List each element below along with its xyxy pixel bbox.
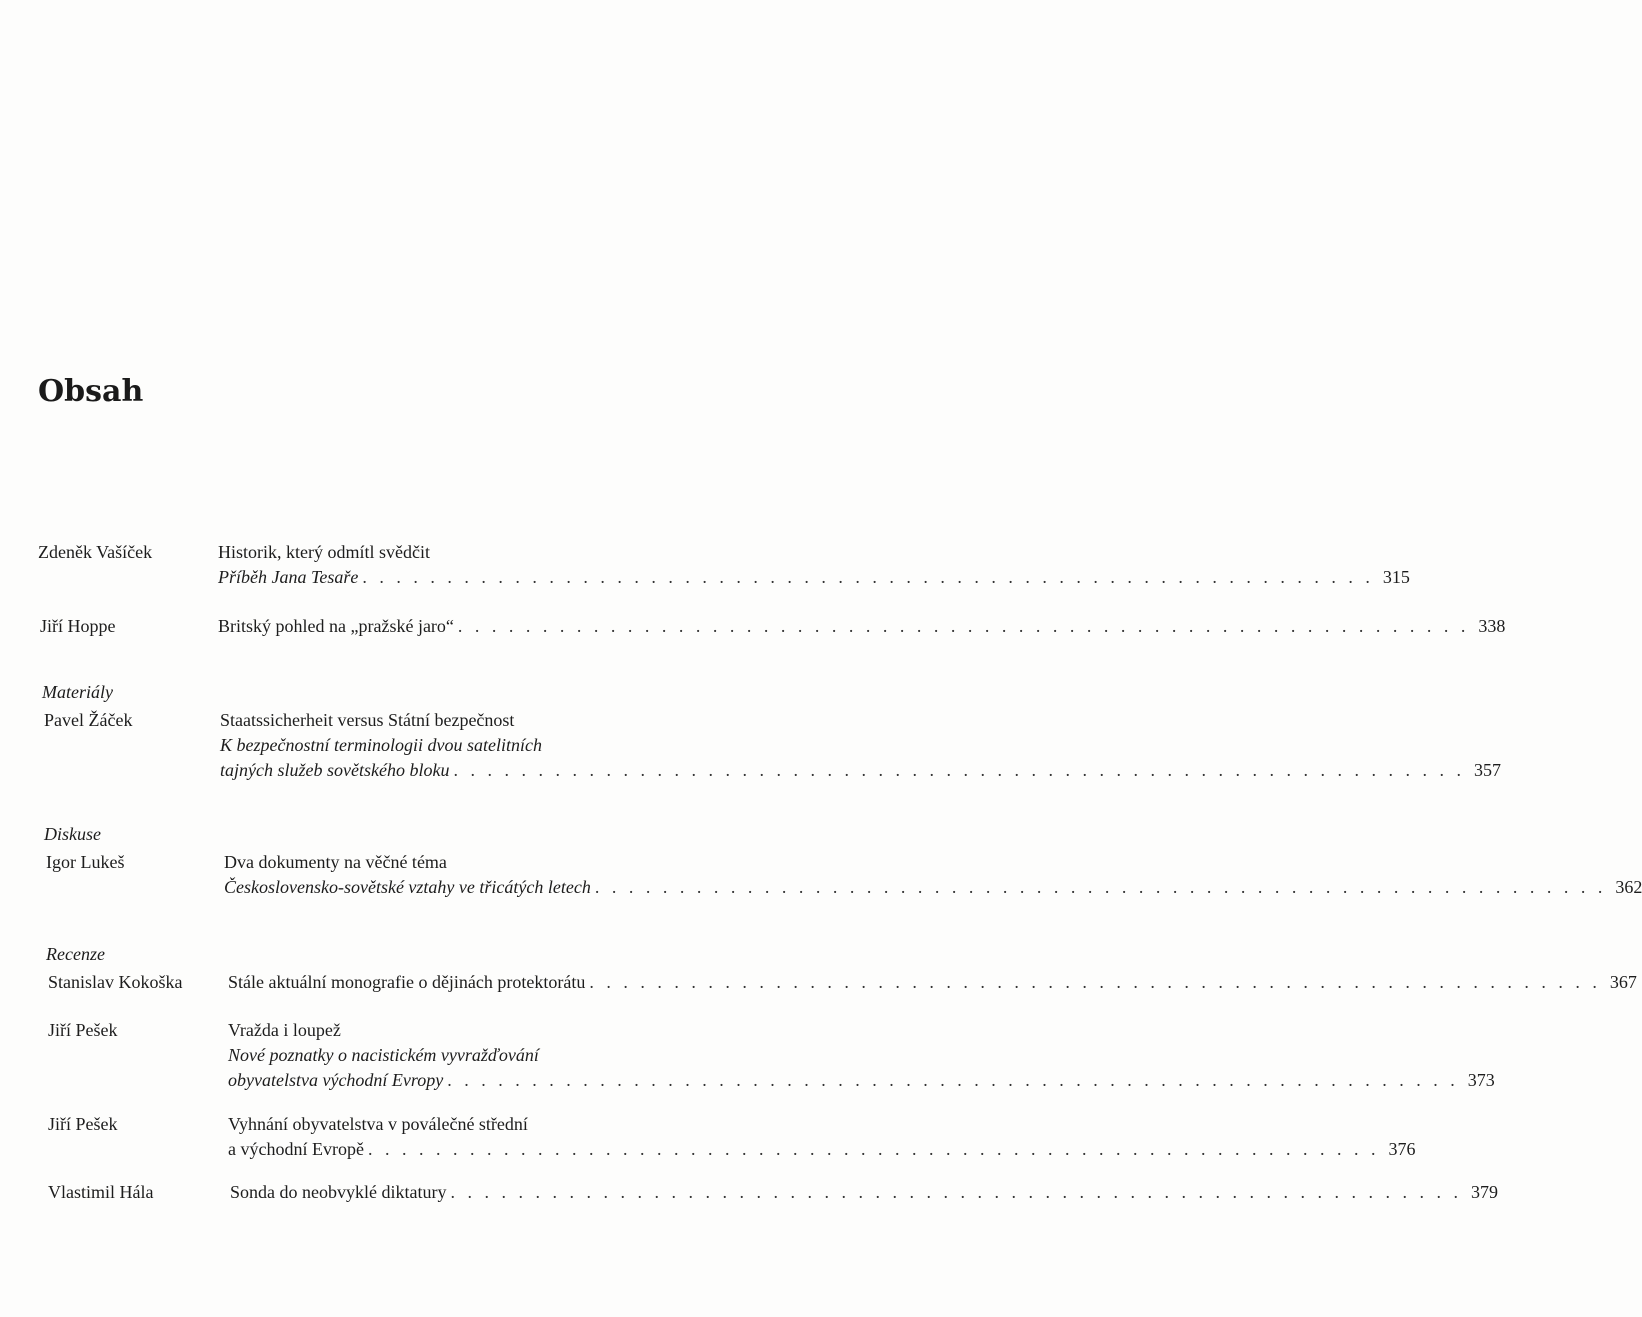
entry-title-line [224, 850, 752, 875]
entry-subtitle: tajných služeb sovětského bloku [220, 760, 450, 780]
dot-leader: . . . . . . . . . . . . . . . . . . . . . . . . . . . . . . . . . . . . . . . . . . . . . . . . . . . . . . . . . . . . [450, 1182, 1462, 1202]
entry-title: Staatssicherheit versus Státní bezpečnost [220, 710, 515, 730]
page-number: 376 [1388, 1139, 1416, 1159]
entry-title: Vyhnání obyvatelstva v poválečné střední [228, 1114, 528, 1134]
entry-title-block [228, 970, 1637, 995]
entry-title-line-with-page [224, 875, 1642, 900]
entry-title-line-with-page [228, 970, 1637, 995]
dot-leader: . . . . . . . . . . . . . . . . . . . . . . . . . . . . . . . . . . . . . . . . . . . . . . . . . . . . . . . . . . . . [447, 1070, 1459, 1090]
entry-title-block [220, 708, 1501, 783]
entry-subtitle: K bezpečnostní terminologii dvou satelitních [220, 735, 542, 755]
page-number: 315 [1382, 567, 1410, 587]
entry-title-line-with-page [228, 1068, 1495, 1093]
author-name: Jiří Hoppe [40, 616, 116, 636]
entry-title: Sonda do neobvyklé diktatury [230, 1182, 447, 1202]
section-label: Materiály [42, 682, 113, 702]
entry-title-block [228, 1018, 1495, 1093]
dot-leader: . . . . . . . . . . . . . . . . . . . . . . . . . . . . . . . . . . . . . . . . . . . . . . . . . . . . . . . . . . . . [362, 567, 1374, 587]
entry-title: Historik, který odmítl svědčit [218, 542, 430, 562]
entry-title-block [218, 614, 1506, 639]
dot-leader: . . . . . . . . . . . . . . . . . . . . . . . . . . . . . . . . . . . . . . . . . . . . . . . . . . . . . . . . . . . . [589, 972, 1601, 992]
entry-subtitle: Příběh Jana Tesaře [218, 567, 359, 587]
author-name: Igor Lukeš [46, 852, 125, 872]
dot-leader: . . . . . . . . . . . . . . . . . . . . . . . . . . . . . . . . . . . . . . . . . . . . . . . . . . . . . . . . . . . . [594, 877, 1607, 897]
author-name: Jiří Pešek [48, 1020, 118, 1040]
entry-title-line-with-page [228, 1137, 1416, 1162]
entry-title-line [228, 1018, 756, 1043]
entry-title-block [230, 1180, 1498, 1205]
entry-title-line-with-page [218, 565, 1410, 590]
entry-title-line [228, 1043, 756, 1068]
entry-subtitle: Československo-sovětské vztahy ve třicátých letech [224, 877, 591, 897]
entry-title-line [218, 540, 746, 565]
dot-leader: . . . . . . . . . . . . . . . . . . . . . . . . . . . . . . . . . . . . . . . . . . . . . . . . . . . . . . . . . . . . [457, 616, 1470, 636]
section-label: Diskuse [44, 824, 101, 844]
entry-title: Dva dokumenty na věčné téma [224, 852, 447, 872]
entry-title-line-with-page [230, 1180, 1498, 1205]
author-name: Zdeněk Vašíček [38, 542, 153, 562]
page-number: 338 [1478, 616, 1506, 636]
entry-title-block [228, 1112, 1416, 1162]
dot-leader: . . . . . . . . . . . . . . . . . . . . . . . . . . . . . . . . . . . . . . . . . . . . . . . . . . . . . . . . . . . . [453, 760, 1465, 780]
entry-subtitle: Nové poznatky o nacistickém vyvražďování [228, 1045, 539, 1065]
entry-title: Stále aktuální monografie o dějinách protektorátu [228, 972, 586, 992]
entry-title-line [220, 708, 750, 733]
dot-leader: . . . . . . . . . . . . . . . . . . . . . . . . . . . . . . . . . . . . . . . . . . . . . . . . . . . . . . . . . . . . [367, 1139, 1380, 1159]
author-name: Jiří Pešek [48, 1114, 118, 1134]
entry-title: Britský pohled na „pražské jaro“ [218, 616, 454, 636]
entry-title-line-with-page [220, 758, 1501, 783]
entry-title-block [224, 850, 1642, 900]
entry-title: a východní Evropě [228, 1139, 364, 1159]
section-label: Recenze [46, 944, 105, 964]
entry-title: Vražda i loupež [228, 1020, 341, 1040]
author-name: Vlastimil Hála [48, 1182, 154, 1202]
entry-subtitle: obyvatelstva východní Evropy [228, 1070, 444, 1090]
page-number: 362 [1615, 877, 1642, 897]
entry-title-line [220, 733, 750, 758]
page-number: 373 [1467, 1070, 1495, 1090]
author-name: Pavel Žáček [44, 710, 133, 730]
page-number: 367 [1609, 972, 1637, 992]
entry-title-line [228, 1112, 758, 1137]
author-name: Stanislav Kokoška [48, 972, 183, 992]
entry-title-block [218, 540, 1410, 590]
entry-title-line-with-page [218, 614, 1506, 639]
page-number: 379 [1470, 1182, 1498, 1202]
page-number: 357 [1473, 760, 1501, 780]
page-title: Obsah [38, 374, 144, 409]
